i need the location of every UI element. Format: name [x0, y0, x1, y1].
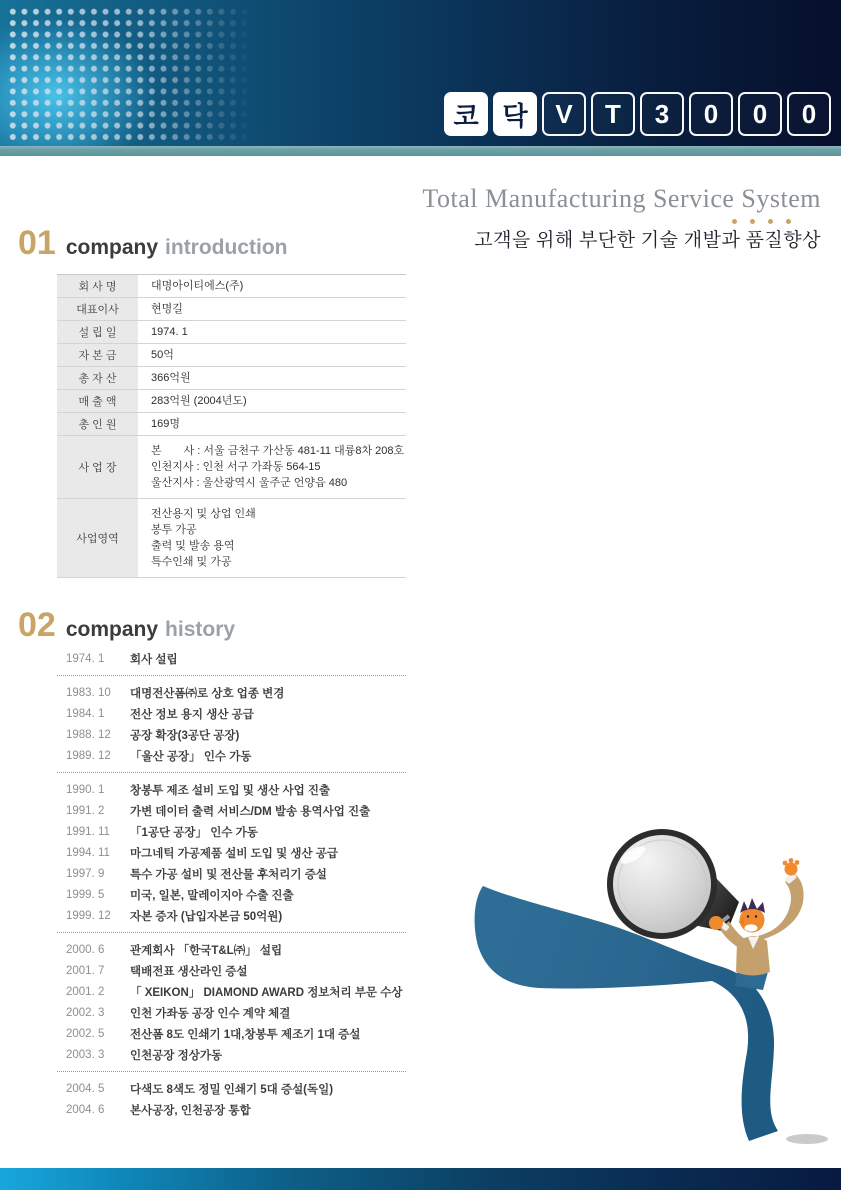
table-value-line: 인천지사 : 인천 서구 가좌동 564-15	[151, 461, 321, 473]
foot-shadow	[786, 1134, 828, 1144]
history-date: 1991. 11	[66, 825, 110, 838]
megaphone-lens	[610, 832, 714, 936]
section-title: company	[65, 618, 159, 641]
history-item	[57, 1002, 406, 1023]
history-date: 1988. 12	[66, 728, 111, 741]
smile	[745, 924, 758, 931]
history-date: 1989. 12	[66, 749, 111, 762]
section-01-heading	[18, 224, 288, 263]
history-item	[57, 779, 406, 800]
gold-dot	[768, 219, 773, 224]
logo-tile-3: 3	[640, 92, 684, 136]
history-text: 본사공장, 인천공장 통합	[130, 1104, 251, 1117]
raised-arm	[758, 874, 804, 940]
table-row-business-areas	[57, 499, 406, 578]
table-value	[138, 413, 406, 435]
table-label: 사업영역	[57, 499, 138, 577]
history-text: 인천공장 정상가동	[130, 1049, 223, 1062]
history-text: 인천 가좌동 공장 인수 계약 체결	[130, 1007, 291, 1020]
history-text: 「1공단 공장」 인수 가동	[130, 826, 258, 839]
dotted-divider	[57, 1071, 406, 1072]
table-value	[138, 390, 406, 412]
history-text: 「 XEIKON」 DIAMOND AWARD 정보처리 부문 수상	[130, 986, 403, 999]
table-value-line: 울산지사 : 울산광역시 울주군 언양읍 480	[151, 477, 348, 489]
mascot-illustration	[461, 818, 841, 1165]
history-item	[57, 800, 406, 821]
history-text: 관계회사 「한국T&L㈜」 설립	[130, 944, 283, 957]
table-label: 자 본 금	[57, 344, 138, 366]
table-row	[57, 275, 406, 298]
tagline-title: Total Manufacturing Service System	[422, 184, 821, 213]
history-date: 1974. 1	[66, 652, 105, 665]
tagline-block	[422, 184, 821, 252]
history-date: 1994. 11	[66, 846, 110, 859]
table-value-line: 전산용지 및 상업 인쇄	[151, 508, 256, 520]
history-text: 「울산 공장」 인수 가동	[130, 750, 252, 763]
table-value	[138, 298, 406, 320]
history-item	[57, 682, 406, 703]
history-date: 1999. 5	[66, 888, 105, 901]
table-label: 사 업 장	[57, 436, 138, 498]
history-date: 1991. 2	[66, 804, 105, 817]
dotted-divider	[57, 932, 406, 933]
finger	[783, 861, 788, 866]
table-value-text: 1974. 1	[151, 325, 188, 338]
dot-pattern	[5, 4, 253, 142]
history-date: 1984. 1	[66, 707, 105, 720]
table-row	[57, 298, 406, 321]
history-item	[57, 745, 406, 766]
history-item	[57, 821, 406, 842]
history-item	[57, 842, 406, 863]
table-label: 총 인 원	[57, 413, 138, 435]
history-date: 2004. 6	[66, 1103, 105, 1116]
history-item	[57, 724, 406, 745]
gripping-fist	[709, 916, 723, 930]
history-date: 1983. 10	[66, 686, 111, 699]
logo-tile-ko: 코	[444, 92, 488, 136]
table-value	[138, 344, 406, 366]
header-band	[0, 0, 841, 146]
finger	[789, 858, 794, 863]
table-value-text: 169명	[151, 417, 180, 430]
history-text: 다색도 8색도 정밀 인쇄기 5대 증설(독일)	[130, 1083, 334, 1096]
history-date: 2004. 5	[66, 1082, 105, 1095]
history-text: 특수 가공 설비 및 전산물 후처리기 증설	[130, 868, 327, 881]
history-text: 공장 확장(3공단 공장)	[130, 729, 240, 742]
section-title: company	[65, 236, 159, 259]
history-item	[57, 1044, 406, 1065]
history-date: 2000. 6	[66, 943, 105, 956]
table-value-text: 대명아이티에스(주)	[151, 279, 244, 292]
table-label: 매 출 액	[57, 390, 138, 412]
history-item	[57, 1078, 406, 1099]
history-text: 자본 증자 (납입자본금 50억원)	[130, 910, 283, 923]
history-item	[57, 939, 406, 960]
table-value-line: 본 사 : 서울 금천구 가산동 481-11 대륭8차 208호	[151, 445, 405, 457]
history-item	[57, 863, 406, 884]
footer-band	[0, 1168, 841, 1190]
company-info-table	[57, 274, 406, 578]
table-row	[57, 344, 406, 367]
tagline-subtitle: 고객을 위해 부단한 기술 개발과 품질향상	[474, 230, 821, 251]
history-text: 마그네틱 가공제품 설비 도입 및 생산 공급	[130, 847, 339, 860]
history-date: 2001. 7	[66, 964, 105, 977]
history-item	[57, 648, 406, 669]
teal-divider-bar	[0, 146, 841, 156]
table-label: 대표이사	[57, 298, 138, 320]
history-item	[57, 905, 406, 926]
history-date: 2002. 5	[66, 1027, 105, 1040]
history-date: 2003. 3	[66, 1048, 105, 1061]
table-value	[138, 275, 406, 297]
history-text: 택배전표 생산라인 증설	[130, 965, 248, 978]
gold-dot	[786, 219, 791, 224]
history-text: 대명전산폼㈜로 상호 업종 변경	[130, 687, 285, 700]
history-text: 가변 데이터 출력 서비스/DM 발송 용역사업 진출	[130, 805, 371, 818]
table-row	[57, 367, 406, 390]
section-subtitle: introduction	[165, 236, 288, 259]
section-number: 02	[18, 606, 56, 644]
history-item	[57, 960, 406, 981]
logo-tile-t: T	[591, 92, 635, 136]
table-value	[138, 436, 406, 498]
history-date: 2002. 3	[66, 1006, 105, 1019]
section-number: 01	[18, 224, 56, 262]
table-value-text: 현명길	[151, 302, 183, 315]
table-label: 회 사 명	[57, 275, 138, 297]
table-label: 총 자 산	[57, 367, 138, 389]
history-date: 1997. 9	[66, 867, 105, 880]
dotted-divider	[57, 772, 406, 773]
history-date: 1999. 12	[66, 909, 111, 922]
table-value	[138, 367, 406, 389]
company-history-list	[57, 648, 406, 1120]
history-item	[57, 884, 406, 905]
table-row	[57, 390, 406, 413]
history-item	[57, 981, 406, 1002]
logo-tile-0c: 0	[787, 92, 831, 136]
table-row-business-sites	[57, 436, 406, 499]
table-value-line: 출력 및 발송 용역	[151, 540, 235, 552]
logo-tile-v: V	[542, 92, 586, 136]
table-row	[57, 321, 406, 344]
history-item	[57, 1023, 406, 1044]
history-text: 전산 정보 용지 생산 공급	[130, 708, 254, 721]
gold-dot	[732, 219, 737, 224]
table-row	[57, 413, 406, 436]
table-value-line: 특수인쇄 및 가공	[151, 556, 232, 568]
logo-tile-dak: 닥	[493, 92, 537, 136]
eye	[755, 915, 757, 917]
history-item	[57, 703, 406, 724]
eye	[747, 915, 749, 917]
gold-dots	[422, 219, 821, 224]
finger	[795, 860, 800, 865]
logo-tile-0a: 0	[689, 92, 733, 136]
table-value-text: 283억원 (2004년도)	[151, 394, 247, 407]
history-date: 2001. 2	[66, 985, 105, 998]
table-value-text: 50억	[151, 348, 174, 361]
section-subtitle: history	[165, 618, 236, 641]
table-value-text: 366억원	[151, 371, 191, 384]
table-value	[138, 499, 406, 577]
history-text: 전산폼 8도 인쇄기 1대,창봉투 제조기 1대 증설	[130, 1028, 361, 1041]
history-date: 1990. 1	[66, 783, 105, 796]
dotted-divider	[57, 675, 406, 676]
history-text: 미국, 일본, 말레이지아 수출 진출	[130, 889, 294, 902]
history-text: 회사 설립	[130, 653, 178, 666]
table-value-line: 봉투 가공	[151, 524, 197, 536]
table-value	[138, 321, 406, 343]
table-label: 설 립 일	[57, 321, 138, 343]
logo-tile-0b: 0	[738, 92, 782, 136]
product-logo	[444, 92, 831, 136]
gold-dot	[750, 219, 755, 224]
history-item	[57, 1099, 406, 1120]
section-02-heading	[18, 606, 235, 645]
history-text: 창봉투 제조 설비 도입 및 생산 사업 진출	[130, 784, 331, 797]
